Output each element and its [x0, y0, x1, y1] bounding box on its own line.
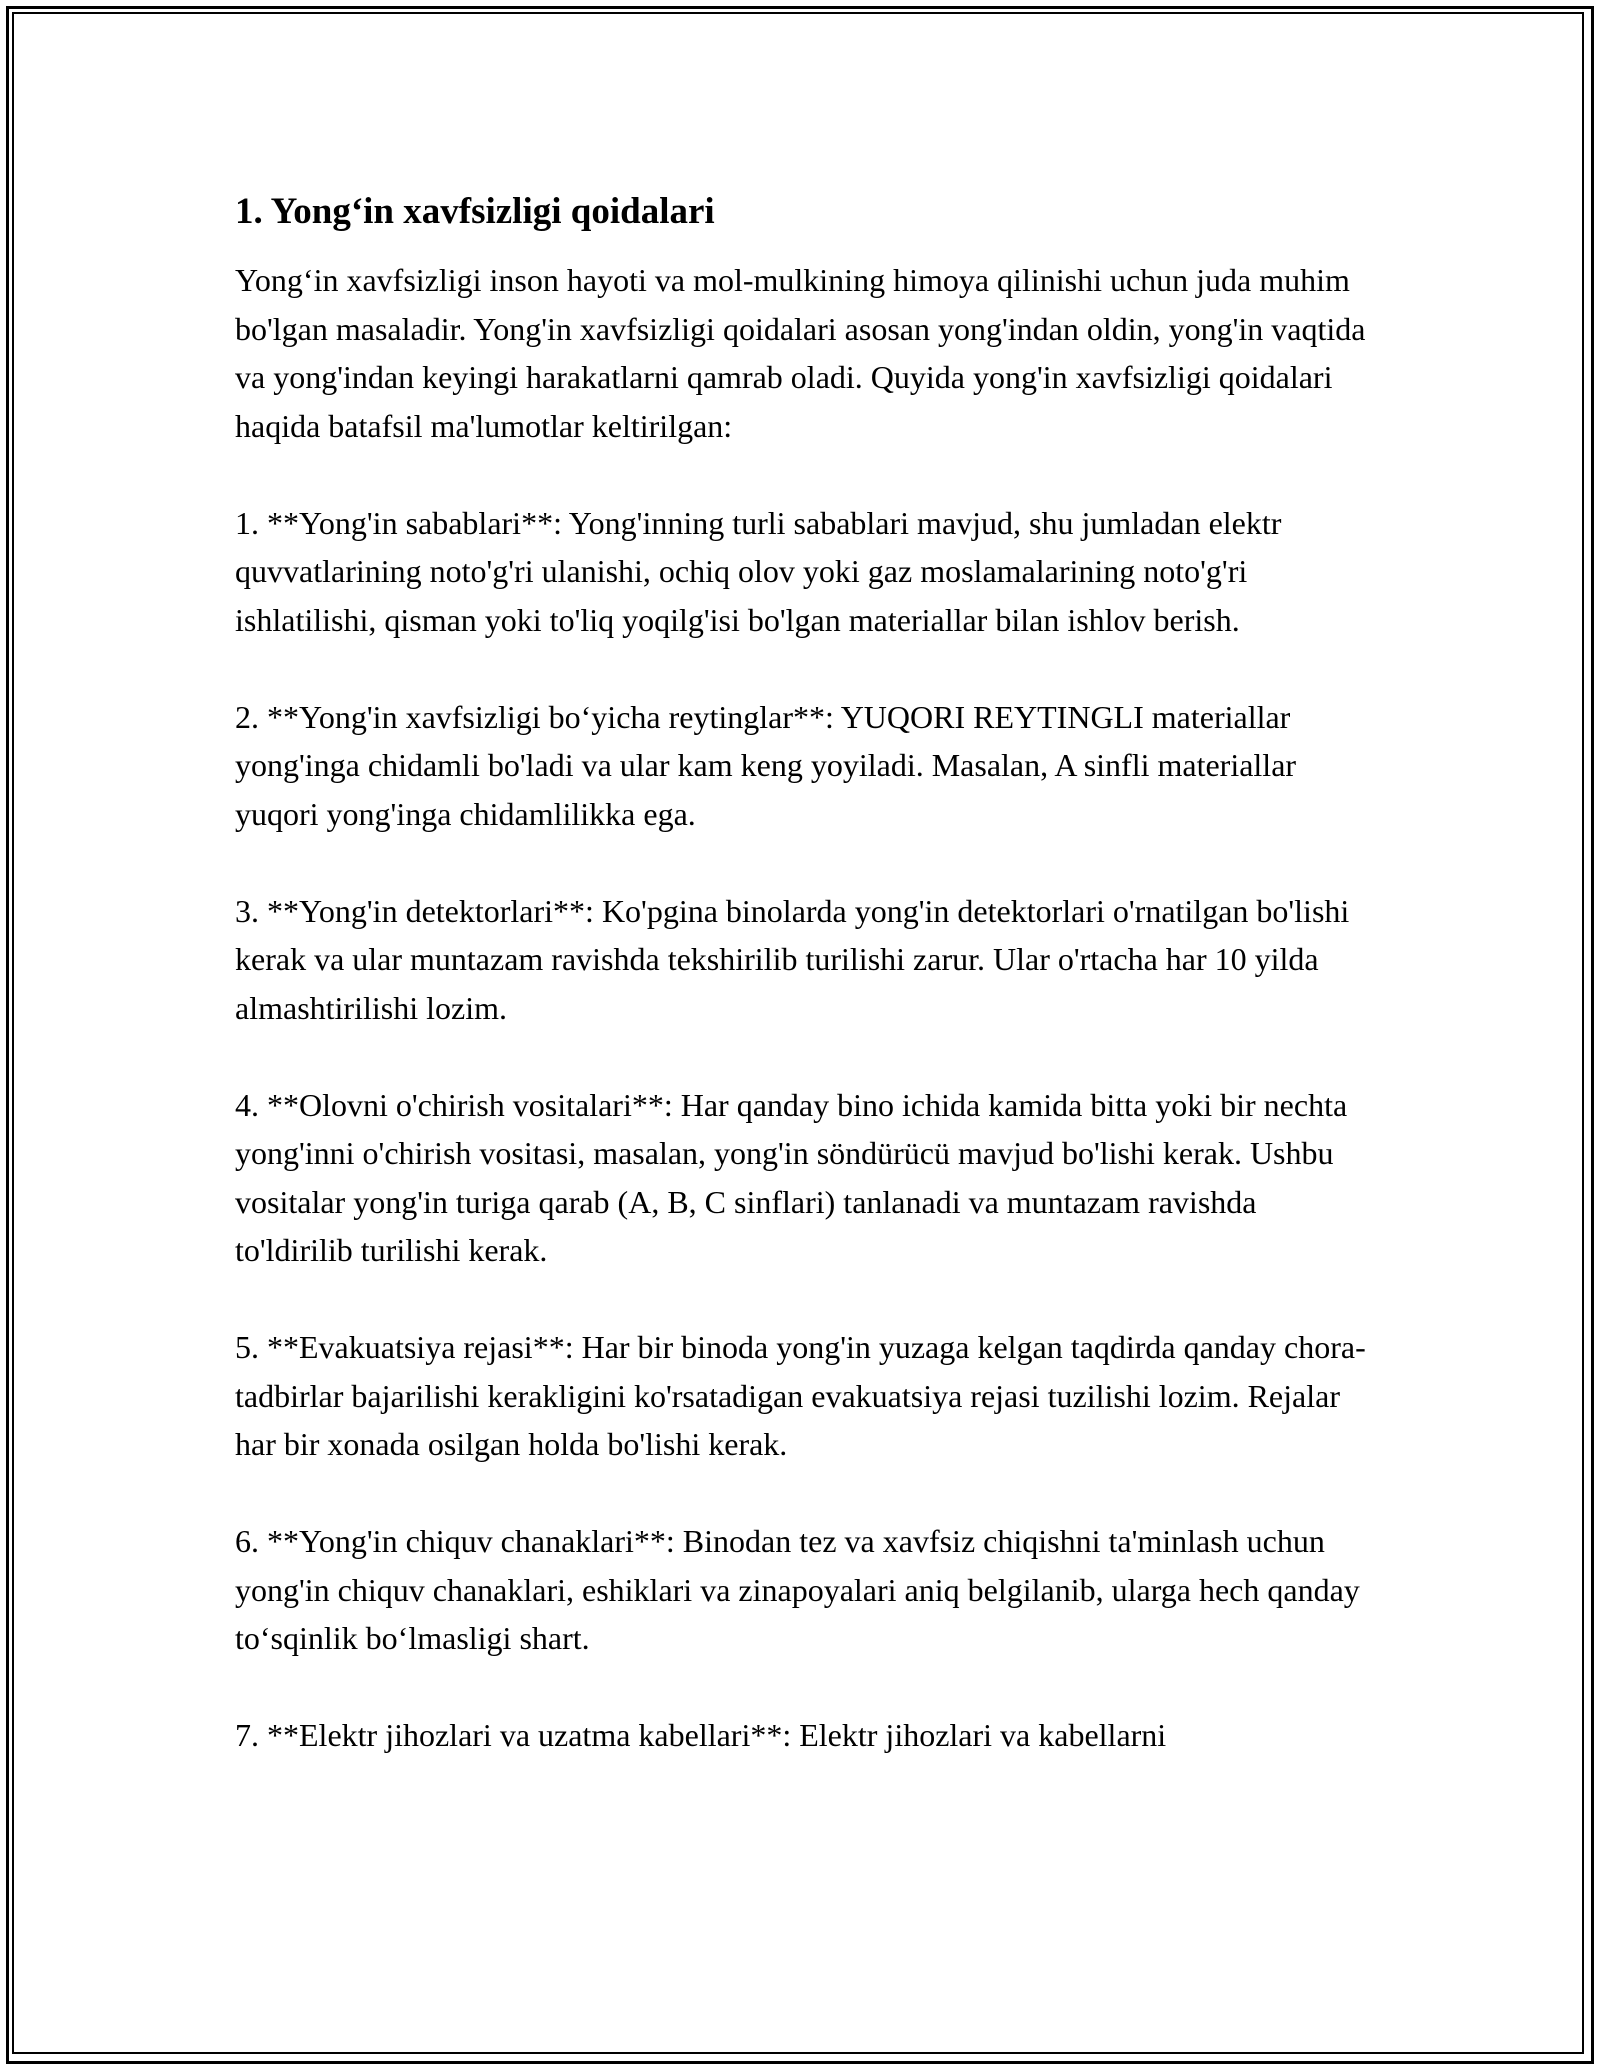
list-item-5: 5. **Evakuatsiya rejasi**: Har bir binoda yong'in yuzaga kelgan taqdirda qanday chora-tadbirlar bajarilishi kerakligini ko'rsatadigan evakuatsiya rejasi tuzilishi lozim. Rejalar har bir xonada osilgan holda bo'lishi kerak. [235, 1329, 1366, 1462]
list-item-7: 7. **Elektr jihozlari va uzatma kabellari**: Elektr jihozlari va kabellarni [235, 1717, 1167, 1753]
list-item-6: 6. **Yong'in chiquv chanaklari**: Binodan tez va xavfsiz chiqishni ta'minlash uchun yong'in chiquv chanaklari, eshiklari va zinapoyalari aniq belgilanib, ularga hech qanday to‘sqinlik bo‘lmasligi shart. [235, 1523, 1360, 1656]
section-heading: 1. Yong‘in xavfsizligi qoidalari [235, 191, 715, 232]
list-item-2: 2. **Yong'in xavfsizligi bo‘yicha reytinglar**: YUQORI REYTINGLI materiallar yong'inga chidamli bo'ladi va ular kam keng yoyiladi. Masalan, A sinfli materiallar yuqori yong'inga chidamlilikka ega. [235, 698, 1297, 832]
intro-paragraph: Yong‘in xavfsizligi inson hayoti va mol-mulkining himoya qilinishi uchun juda muhim bo'lgan masaladir. Yong'in xavfsizligi qoidalari asosan yong'indan oldin, yong'in vaqtida va yong'indan keyingi harakatlarni qamrab oladi. Quyida yong'in xavfsizligi qoidalari haqida batafsil ma'lumotlar keltirilgan: [235, 262, 1366, 444]
list-item-3: 3. **Yong'in detektorlari**: Ko'pgina binolarda yong'in detektorlari o'rnatilgan bo'lishi kerak va ular muntazam ravishda tekshirilib turilishi zarur. Ular o'rtacha har 10 yilda almashtirilishi lozim. [235, 892, 1350, 1026]
list-item-1: 1. **Yong'in sabablari**: Yong'inning turli sabablari mavjud, shu jumladan elektr quvvatlarining noto'g'ri ulanishi, ochiq olov yoki gaz moslamalarining noto'g'ri ishlatilishi, qisman yoki to'liq yoqilg'isi bo'lgan materiallar bilan ishlov berish. [235, 504, 1282, 638]
document-body [235, 182, 1380, 1808]
list-item-4: 4. **Olovni o'chirish vositalari**: Har qanday bino ichida kamida bitta yoki bir nechta yong'inni o'chirish vositasi, masalan, yong'in söndürücü mavjud bo'lishi kerak. Ushbu vositalar yong'in turiga qarab (A, B, C sinflari) tanlanadi va muntazam ravishda to'ldirilib turilishi kerak. [235, 1086, 1348, 1268]
